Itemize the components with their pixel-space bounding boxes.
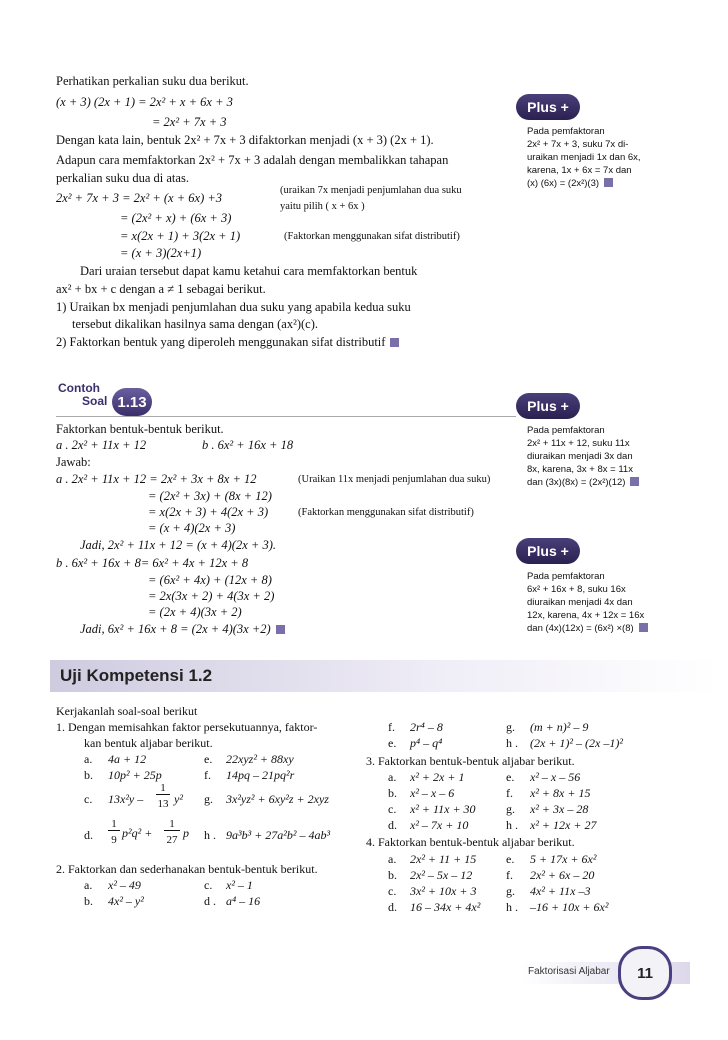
plus-note-2-line: diuraikan menjadi 3x dan [527,451,633,462]
uji-q1-label: f. [388,720,395,734]
contoh-note-a3: (Faktorkan menggunakan sifat distributif) [298,507,474,518]
intro-line-4: Dengan kata lain, bentuk 2x² + 7x + 3 difaktorkan menjadi (x + 3) (2x + 1). [56,133,434,147]
intro-line-6: perkalian suku dua di atas. [56,171,189,185]
contoh-a-jadi: Jadi, 2x² + 11x + 12 = (x + 4)(2x + 3). [80,538,276,552]
plus-note-2 [527,424,639,489]
plus-badge-3: Plus + [516,538,580,564]
contoh-question-a: a . 2x² + 11x + 12 [56,438,147,452]
intro-eq-3: = x(2x + 1) + 3(2x + 1) [120,229,241,243]
plus-note-1-line [527,177,641,190]
uji-q1-label: d. [84,828,93,842]
contoh-b-jadi-text: Jadi, 6x² + 16x + 8 = (2x + 4)(3x +2) [80,622,271,636]
intro-eq-1: 2x² + 7x + 3 = 2x² + (x + 6x) +3 [56,191,223,205]
uji-q4-item: 3x² + 10x + 3 [410,884,477,898]
intro-para-1: Dari uraian tersebut dapat kamu ketahui cara memfaktorkan bentuk [80,264,418,278]
intro-line-5: Adapun cara memfaktorkan 2x² + 7x + 3 adalah dengan membalikkan tahapan [56,153,449,167]
uji-q4-label: d. [388,900,397,914]
contoh-a-2: = (2x² + 3x) + (8x + 12) [148,489,272,503]
uji-q3-item: x² – x – 6 [410,786,455,800]
uji-q4-item: 5 + 17x + 6x² [530,852,597,866]
plus-note-1-line: karena, 1x + 6x = 7x dan [527,165,632,176]
uji-q1-item: 9a³b³ + 27a²b² – 4ab³ [226,828,331,842]
uji-q1-item-c-head: 13x²y – [108,792,144,806]
uji-q4-label: h . [506,900,518,914]
uji-q2-item: x² – 1 [226,878,253,892]
plus-badge-2: Plus + [516,393,580,419]
uji-q1-line-b: kan bentuk aljabar berikut. [84,736,213,750]
uji-q1-label: g. [506,720,515,734]
footer-chapter: Faktorisasi Aljabar [528,966,610,977]
uji-q3-item: x² + 12x + 27 [530,818,597,832]
uji-q1-item: 22xyz² + 88xy [226,752,294,766]
uji-q4-item: 2x² + 6x – 20 [530,868,595,882]
contoh-b-3: = 2x(3x + 2) + 4(3x + 2) [148,589,275,603]
contoh-b-1: b . 6x² + 16x + 8= 6x² + 4x + 12x + 8 [56,556,249,570]
intro-line-2: (x + 3) (2x + 1) = 2x² + x + 6x + 3 [56,95,233,109]
plus-note-3-line [527,622,648,635]
contoh-jawab: Jawab: [56,455,91,469]
uji-q4-label: a. [388,852,397,866]
intro-note-1b: yaitu pilih ( x + 6x ) [280,201,365,212]
uji-q1-item-c [108,792,143,807]
uji-q2-item: 4x² – y² [108,894,144,908]
uji-q4-label: e. [506,852,515,866]
contoh-a-4: = (x + 4)(2x + 3) [148,521,236,535]
contoh-number-badge: 1.13 [112,388,152,416]
uji-q2: 2. Faktorkan dan sederhanakan bentuk-bentuk berikut. [56,862,318,876]
uji-q1-label: b. [84,768,93,782]
uji-q1-item: 4a + 12 [108,752,147,766]
uji-intro: Kerjakanlah soal-soal berikut [56,704,198,718]
uji-q3-item: x² + 8x + 15 [530,786,591,800]
uji-q1-label: e. [204,752,213,766]
uji-q4-label: f. [506,868,513,882]
intro-step-2-text: 2) Faktorkan bentuk yang diperoleh menggunakan sifat distributif [56,335,386,349]
end-square-icon [630,477,639,486]
uji-q1-item-d-tail: p [183,826,189,840]
end-square-icon [276,625,285,634]
uji-q1-item: (m + n)² – 9 [530,720,589,734]
plus-note-1-line: Pada pemfaktoran [527,126,605,137]
fraction-numerator: 1 [108,818,120,831]
uji-q3-label: g. [506,802,515,816]
uji-q4-item: 4x² + 11x –3 [530,884,591,898]
uji-q3-item: x² – 7x + 10 [410,818,469,832]
uji-q4-label: c. [388,884,397,898]
intro-note-2: (Faktorkan menggunakan sifat distributif) [284,231,460,242]
uji-q2-label: b. [84,894,93,908]
uji-q3: 3. Faktorkan bentuk-bentuk aljabar berikut. [366,754,575,768]
plus-note-3-line: 12x, karena, 4x + 12x = 16x [527,610,645,621]
plus-badge-1: Plus + [516,94,580,120]
fraction-denominator: 13 [157,798,169,810]
plus-note-1 [527,125,641,190]
contoh-a-3: = x(2x + 3) + 4(2x + 3) [148,505,269,519]
page-number: 11 [618,946,672,1000]
intro-eq-2: = (2x² + x) + (6x + 3) [120,211,232,225]
uji-q3-label: c. [388,802,397,816]
uji-q1-item: (2x + 1)² – (2x –1)² [530,736,623,750]
uji-q3-label: b. [388,786,397,800]
uji-q3-item: x² + 11x + 30 [410,802,476,816]
intro-line-1: Perhatikan perkalian suku dua berikut. [56,74,249,88]
uji-q1-label: a. [84,752,93,766]
end-square-icon [604,178,613,187]
contoh-b-jadi [80,622,285,637]
plus-note-2-line [527,476,639,489]
uji-q3-item: x² + 3x – 28 [530,802,589,816]
uji-q4-item: –16 + 10x + 6x² [530,900,609,914]
end-square-icon [639,623,648,632]
uji-q1-label: g. [204,792,213,806]
fraction-denominator: 27 [166,834,178,846]
uji-q3-label: d. [388,818,397,832]
uji-q1-item-d-mid: p²q² + [122,826,153,840]
uji-q2-item: a⁴ – 16 [226,894,261,908]
uji-q4-label: b. [388,868,397,882]
plus-note-3-text: dan (4x)(12x) = (6x²) ×(8) [527,623,634,634]
plus-note-1-line: uraikan menjadi 1x dan 6x, [527,152,641,163]
intro-note-1a: (uraikan 7x menjadi penjumlahan dua suku [280,185,462,196]
uji-q1-label: c. [84,792,93,806]
uji-q1-item: 14pq – 21pq²r [226,768,295,782]
uji-q3-label: h . [506,818,518,832]
end-square-icon [390,338,399,347]
uji-q4-item: 2x² – 5x – 12 [410,868,473,882]
contoh-word: Contoh [58,381,100,395]
intro-eq-4: = (x + 3)(2x+1) [120,246,202,260]
contoh-divider [56,416,516,417]
contoh-question-b: b . 6x² + 16x + 18 [202,438,294,452]
uji-q4: 4. Faktorkan bentuk-bentuk aljabar berikut. [366,835,575,849]
contoh-question: Faktorkan bentuk-bentuk berikut. [56,422,224,436]
uji-q1-label: f. [204,768,211,782]
uji-q2-label: c. [204,878,213,892]
uji-q1-item: 3x²yz² + 6xy²z + 2xyz [226,792,329,806]
uji-q3-item: x² + 2x + 1 [410,770,465,784]
uji-title: Uji Kompetensi 1.2 [60,666,213,685]
uji-q2-label: a. [84,878,93,892]
plus-note-3-line: 6x² + 16x + 8, suku 16x [527,584,626,595]
uji-q3-label: f. [506,786,513,800]
plus-note-2-line: 8x, karena, 3x + 8x = 11x [527,464,633,475]
uji-q1-label: h . [204,828,216,842]
fraction-numerator: 1 [164,818,180,831]
fraction-numerator: 1 [156,782,170,795]
plus-note-2-line: 2x² + 11x + 12, suku 11x [527,438,630,449]
uji-q1-label: h . [506,736,518,750]
intro-step-1a: 1) Uraikan bx menjadi penjumlahan dua suku yang apabila kedua suku [56,300,411,314]
uji-q2-label: d . [204,894,216,908]
contoh-note-a1: (Uraikan 11x menjadi penjumlahan dua suku) [298,474,491,485]
uji-q4-label: g. [506,884,515,898]
plus-note-3-line: diuraikan menjadi 4x dan [527,597,633,608]
soal-word: Soal [82,394,108,408]
uji-q1-item: 2r⁴ – 8 [410,720,443,734]
plus-note-3-line: Pada pemfaktoran [527,571,605,582]
fraction-denominator: 9 [111,834,117,846]
intro-step-1b: tersebut dikalikan hasilnya sama dengan (ax²)(c). [72,317,319,331]
uji-q4-item: 16 – 34x + 4x² [410,900,481,914]
uji-q4-item: 2x² + 11 + 15 [410,852,477,866]
intro-line-3: = 2x² + 7x + 3 [152,115,227,129]
intro-step-2 [56,335,399,350]
uji-q3-label: a. [388,770,397,784]
uji-q1-line-a: 1. Dengan memisahkan faktor persekutuannya, faktor- [56,720,318,734]
plus-note-2-text: dan (3x)(8x) = (2x²)(12) [527,477,626,488]
plus-note-3 [527,570,648,635]
uji-q2-item: x² – 49 [108,878,141,892]
uji-q1-item: 10p² + 25p [108,768,162,782]
uji-q1-label: e. [388,736,397,750]
intro-para-2: ax² + bx + c dengan a ≠ 1 sebagai berikut. [56,282,266,296]
uji-q3-label: e. [506,770,515,784]
uji-q3-item: x² – x – 56 [530,770,581,784]
contoh-a-1: a . 2x² + 11x + 12 = 2x² + 3x + 8x + 12 [56,472,257,486]
plus-note-1-line: 2x² + 7x + 3, suku 7x di- [527,139,629,150]
contoh-b-2: = (6x² + 4x) + (12x + 8) [148,573,272,587]
contoh-b-4: = (2x + 4)(3x + 2) [148,605,242,619]
uji-q1-item-c-tail: y² [174,792,183,806]
plus-note-2-line: Pada pemfaktoran [527,425,605,436]
plus-note-1-text: (x) (6x) = (2x²)(3) [527,178,600,189]
uji-q1-item: p⁴ – q⁴ [410,736,443,750]
